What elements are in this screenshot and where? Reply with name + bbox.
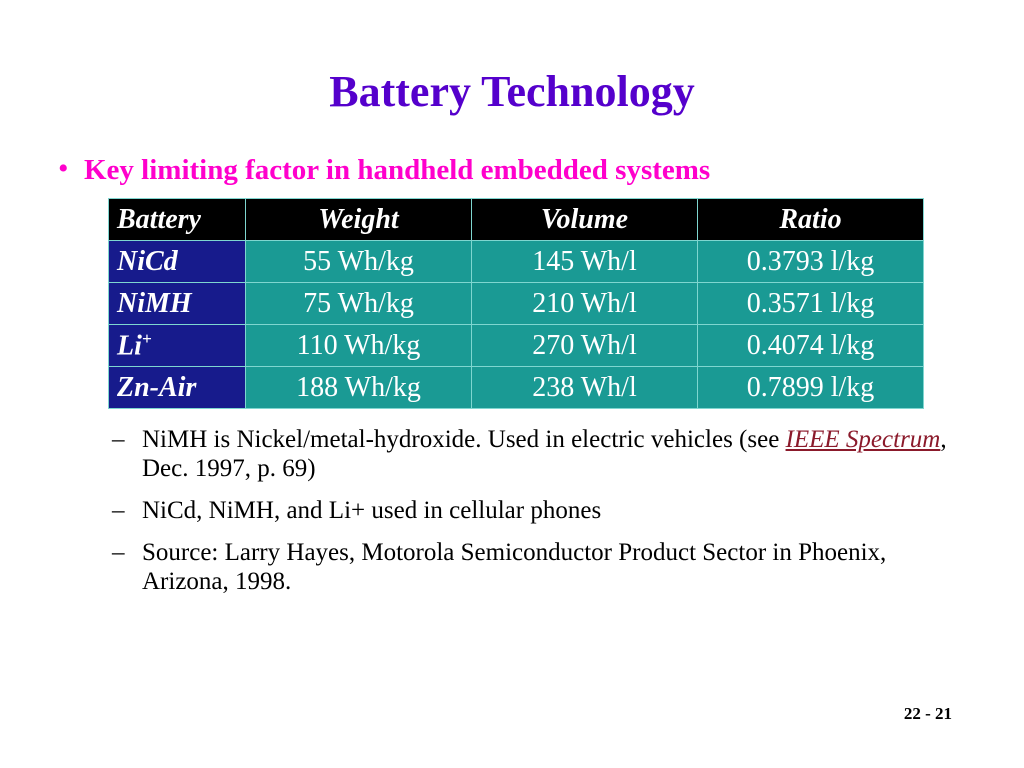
table-row (109, 325, 924, 367)
battery-name-text: Li (117, 330, 142, 362)
cell-battery-name (109, 283, 246, 325)
battery-name-superscript: + (141, 329, 152, 349)
bullet-marker-icon: • (58, 152, 69, 186)
note-text: Source: Larry Hayes, Motorola Semiconductor Product Sector in Phoenix, Arizona, 1998. (142, 539, 887, 596)
dash-marker-icon: – (112, 426, 125, 454)
dash-marker-icon: – (112, 539, 125, 567)
cell-weight: 55 Wh/kg (246, 241, 472, 283)
note-text (142, 425, 972, 483)
column-header-weight: Weight (246, 199, 472, 241)
note-text-after-link: , Dec. 1997, p. 69) (142, 426, 947, 483)
table-row (109, 367, 924, 409)
battery-table-container (108, 198, 924, 409)
ieee-spectrum-link[interactable]: IEEE Spectrum (785, 426, 941, 454)
cell-ratio: 0.3571 l/kg (698, 283, 924, 325)
key-point-text: Key limiting factor in handheld embedded systems (84, 154, 711, 187)
dash-marker-icon: – (112, 497, 125, 525)
cell-volume: 210 Wh/l (472, 283, 698, 325)
cell-ratio: 0.3793 l/kg (698, 241, 924, 283)
column-header-volume: Volume (472, 199, 698, 241)
cell-volume: 238 Wh/l (472, 367, 698, 409)
battery-name-text: Zn-Air (117, 371, 197, 403)
cell-weight: 110 Wh/kg (246, 325, 472, 367)
column-header-battery: Battery (109, 199, 246, 241)
key-point-bullet (0, 154, 1024, 186)
cell-ratio: 0.4074 l/kg (698, 325, 924, 367)
cell-weight: 188 Wh/kg (246, 367, 472, 409)
cell-weight: 75 Wh/kg (246, 283, 472, 325)
table-row (109, 241, 924, 283)
table-body (109, 241, 924, 409)
notes-list (0, 425, 1024, 596)
note-text-before-link: NiMH is Nickel/metal-hydroxide. Used in electric vehicles (see (142, 426, 786, 454)
cell-battery-name (109, 325, 246, 367)
list-item (112, 538, 1024, 596)
list-item (112, 496, 1024, 525)
table-row (109, 283, 924, 325)
battery-name-text: NiCd (117, 245, 178, 277)
note-text: NiCd, NiMH, and Li+ used in cellular phones (142, 497, 602, 525)
list-item (112, 425, 1024, 483)
cell-ratio: 0.7899 l/kg (698, 367, 924, 409)
cell-battery-name (109, 367, 246, 409)
page-title: Battery Technology (329, 67, 695, 116)
cell-volume: 145 Wh/l (472, 241, 698, 283)
table-header-row (109, 199, 924, 241)
column-header-ratio: Ratio (698, 199, 924, 241)
battery-comparison-table (108, 198, 924, 409)
cell-battery-name (109, 241, 246, 283)
battery-name-text: NiMH (117, 287, 192, 319)
cell-volume: 270 Wh/l (472, 325, 698, 367)
table-header (109, 199, 924, 241)
page-number: 22 - 21 (903, 704, 952, 723)
